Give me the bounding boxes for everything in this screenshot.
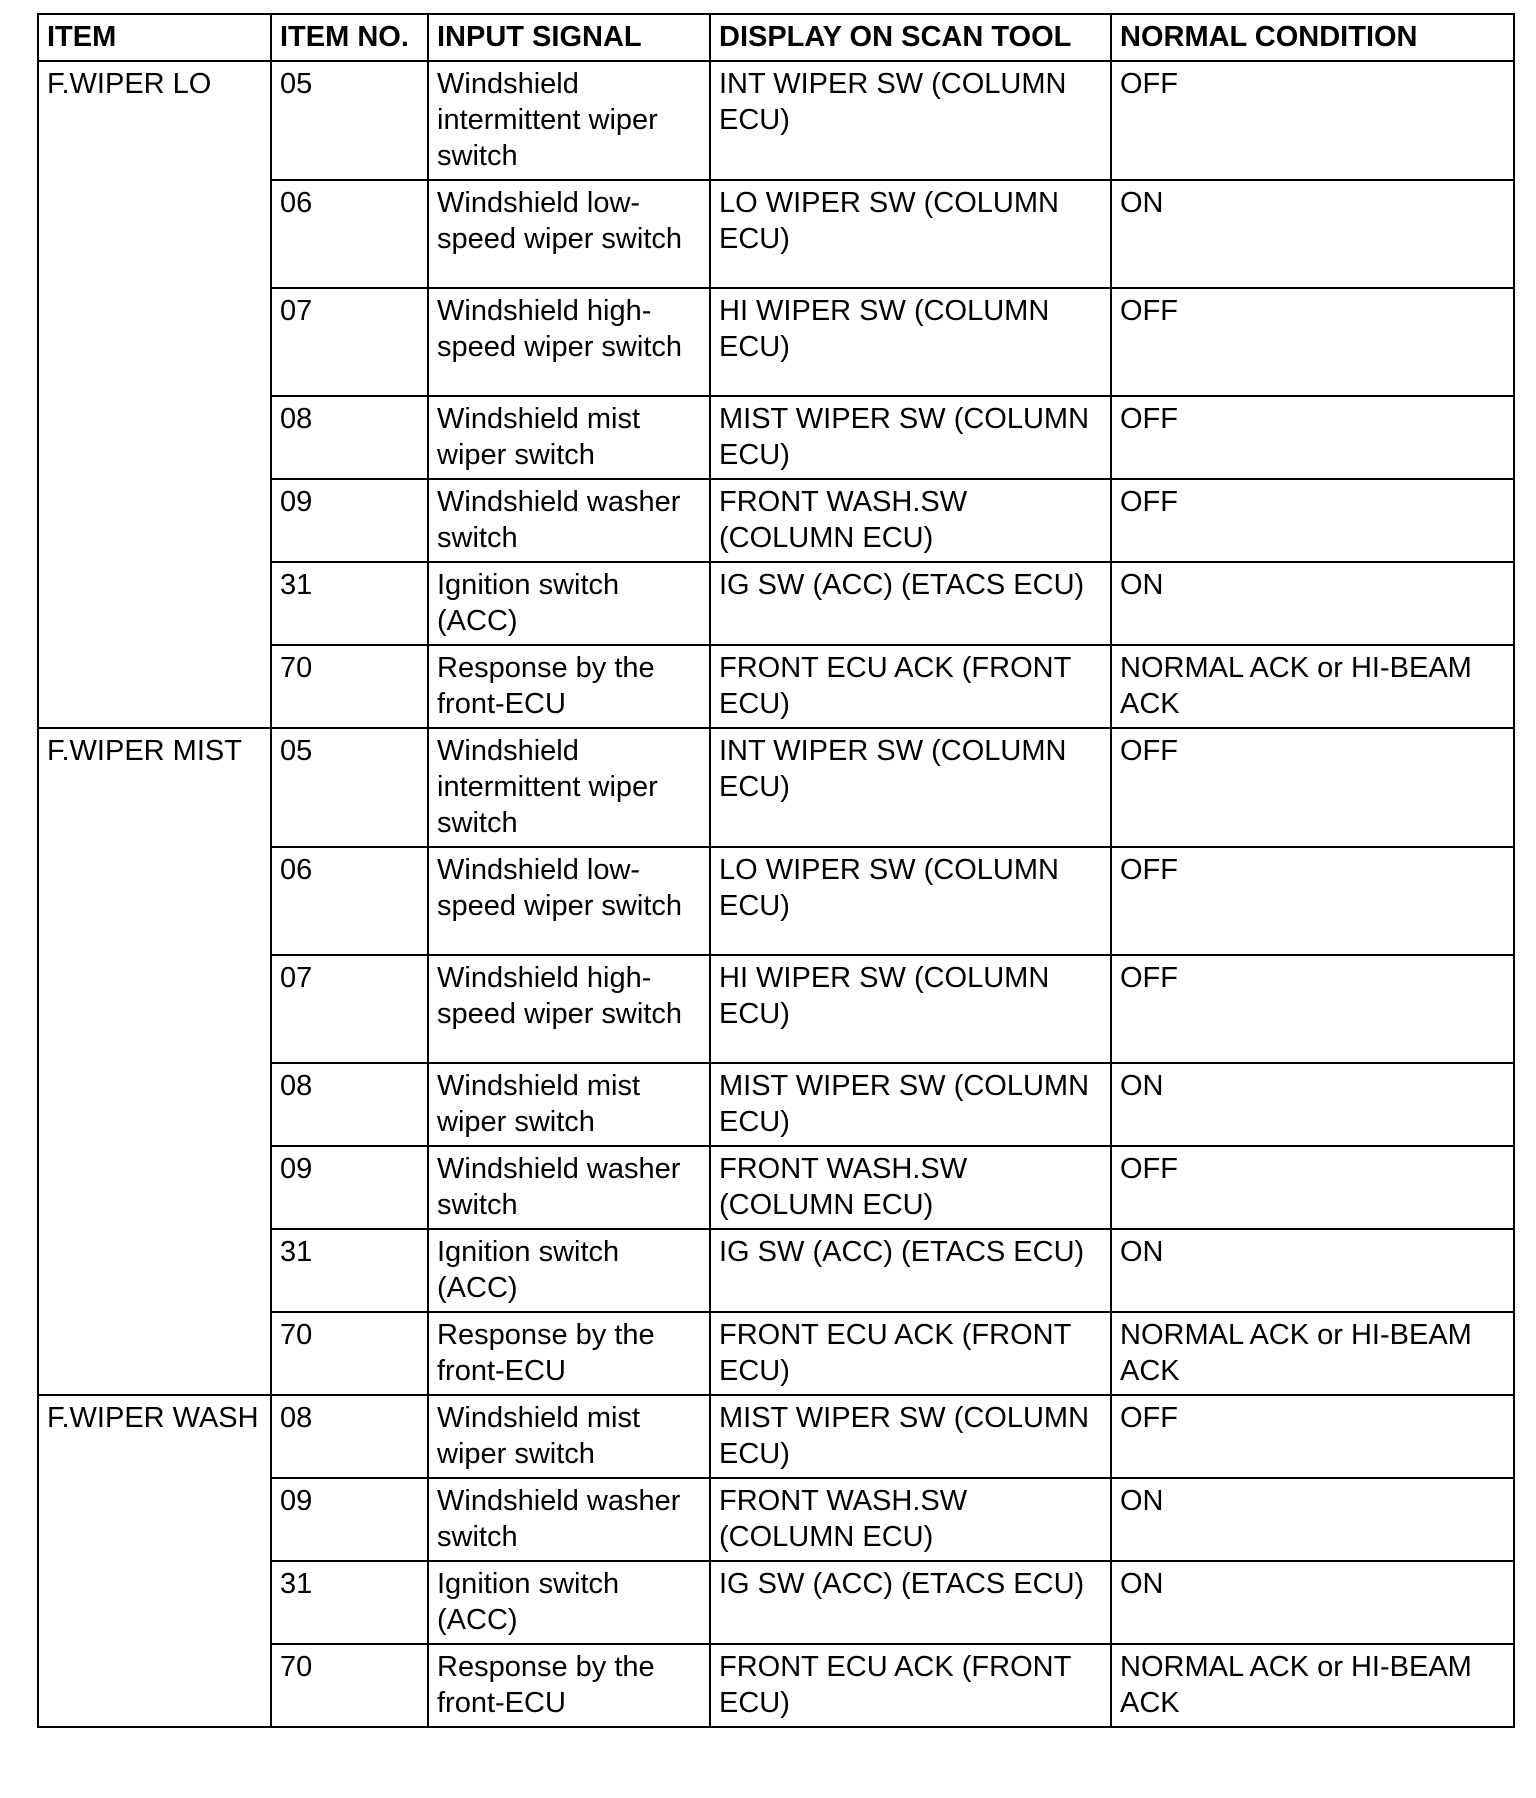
group-item-cell: F.WIPER LO [38, 61, 271, 728]
display-cell: FRONT WASH.SW (COLUMN ECU) [710, 1146, 1111, 1229]
display-cell: LO WIPER SW (COLUMN ECU) [710, 847, 1111, 955]
item-no-cell: 09 [271, 479, 428, 562]
display-cell: MIST WIPER SW (COLUMN ECU) [710, 1395, 1111, 1478]
input-signal-cell: Ignition switch (ACC) [428, 1229, 710, 1312]
normal-condition-cell: OFF [1111, 728, 1514, 847]
item-no-cell: 70 [271, 1312, 428, 1395]
item-no-cell: 31 [271, 1229, 428, 1312]
group-item-cell: F.WIPER WASH [38, 1395, 271, 1727]
normal-condition-cell: ON [1111, 180, 1514, 288]
item-no-cell: 07 [271, 955, 428, 1063]
display-cell: FRONT WASH.SW (COLUMN ECU) [710, 479, 1111, 562]
display-cell: LO WIPER SW (COLUMN ECU) [710, 180, 1111, 288]
input-signal-cell: Windshield washer switch [428, 1146, 710, 1229]
item-no-cell: 06 [271, 180, 428, 288]
normal-condition-cell: OFF [1111, 955, 1514, 1063]
normal-condition-cell: ON [1111, 1478, 1514, 1561]
item-no-cell: 08 [271, 1063, 428, 1146]
display-cell: FRONT ECU ACK (FRONT ECU) [710, 645, 1111, 728]
table-row [38, 1395, 1514, 1478]
input-signal-cell: Windshield mist wiper switch [428, 1395, 710, 1478]
normal-condition-cell: NORMAL ACK or HI-BEAM ACK [1111, 1644, 1514, 1727]
input-signal-cell: Windshield washer switch [428, 1478, 710, 1561]
input-signal-cell: Windshield mist wiper switch [428, 396, 710, 479]
display-cell: MIST WIPER SW (COLUMN ECU) [710, 1063, 1111, 1146]
display-cell: IG SW (ACC) (ETACS ECU) [710, 562, 1111, 645]
display-cell: HI WIPER SW (COLUMN ECU) [710, 288, 1111, 396]
header-normal-condition: NORMAL CONDITION [1111, 14, 1514, 61]
normal-condition-cell: OFF [1111, 288, 1514, 396]
normal-condition-cell: ON [1111, 1561, 1514, 1644]
display-cell: FRONT WASH.SW (COLUMN ECU) [710, 1478, 1111, 1561]
input-signal-cell: Windshield low-speed wiper switch [428, 847, 710, 955]
normal-condition-cell: NORMAL ACK or HI-BEAM ACK [1111, 645, 1514, 728]
input-signal-cell: Response by the front-ECU [428, 1644, 710, 1727]
item-no-cell: 09 [271, 1146, 428, 1229]
item-no-cell: 08 [271, 1395, 428, 1478]
item-no-cell: 31 [271, 562, 428, 645]
normal-condition-cell: NORMAL ACK or HI-BEAM ACK [1111, 1312, 1514, 1395]
item-no-cell: 08 [271, 396, 428, 479]
item-no-cell: 05 [271, 728, 428, 847]
table-row [38, 61, 1514, 180]
header-display: DISPLAY ON SCAN TOOL [710, 14, 1111, 61]
item-no-cell: 09 [271, 1478, 428, 1561]
input-signal-cell: Response by the front-ECU [428, 645, 710, 728]
scan-tool-table [37, 13, 1515, 1728]
group-item-cell: F.WIPER MIST [38, 728, 271, 1395]
item-no-cell: 70 [271, 645, 428, 728]
input-signal-cell: Windshield high-speed wiper switch [428, 288, 710, 396]
header-item: ITEM [38, 14, 271, 61]
input-signal-cell: Windshield low-speed wiper switch [428, 180, 710, 288]
item-no-cell: 70 [271, 1644, 428, 1727]
normal-condition-cell: OFF [1111, 61, 1514, 180]
table-row [38, 728, 1514, 847]
item-no-cell: 31 [271, 1561, 428, 1644]
normal-condition-cell: OFF [1111, 1395, 1514, 1478]
header-item-no: ITEM NO. [271, 14, 428, 61]
display-cell: MIST WIPER SW (COLUMN ECU) [710, 396, 1111, 479]
input-signal-cell: Windshield washer switch [428, 479, 710, 562]
normal-condition-cell: OFF [1111, 1146, 1514, 1229]
input-signal-cell: Ignition switch (ACC) [428, 562, 710, 645]
input-signal-cell: Ignition switch (ACC) [428, 1561, 710, 1644]
normal-condition-cell: ON [1111, 1063, 1514, 1146]
item-no-cell: 06 [271, 847, 428, 955]
input-signal-cell: Response by the front-ECU [428, 1312, 710, 1395]
display-cell: IG SW (ACC) (ETACS ECU) [710, 1229, 1111, 1312]
input-signal-cell: Windshield mist wiper switch [428, 1063, 710, 1146]
input-signal-cell: Windshield high-speed wiper switch [428, 955, 710, 1063]
display-cell: HI WIPER SW (COLUMN ECU) [710, 955, 1111, 1063]
input-signal-cell: Windshield intermittent wiper switch [428, 728, 710, 847]
item-no-cell: 07 [271, 288, 428, 396]
header-row [38, 14, 1514, 61]
item-no-cell: 05 [271, 61, 428, 180]
normal-condition-cell: ON [1111, 562, 1514, 645]
display-cell: INT WIPER SW (COLUMN ECU) [710, 728, 1111, 847]
normal-condition-cell: OFF [1111, 479, 1514, 562]
display-cell: IG SW (ACC) (ETACS ECU) [710, 1561, 1111, 1644]
normal-condition-cell: OFF [1111, 396, 1514, 479]
display-cell: INT WIPER SW (COLUMN ECU) [710, 61, 1111, 180]
display-cell: FRONT ECU ACK (FRONT ECU) [710, 1644, 1111, 1727]
normal-condition-cell: OFF [1111, 847, 1514, 955]
input-signal-cell: Windshield intermittent wiper switch [428, 61, 710, 180]
normal-condition-cell: ON [1111, 1229, 1514, 1312]
header-input-signal: INPUT SIGNAL [428, 14, 710, 61]
display-cell: FRONT ECU ACK (FRONT ECU) [710, 1312, 1111, 1395]
